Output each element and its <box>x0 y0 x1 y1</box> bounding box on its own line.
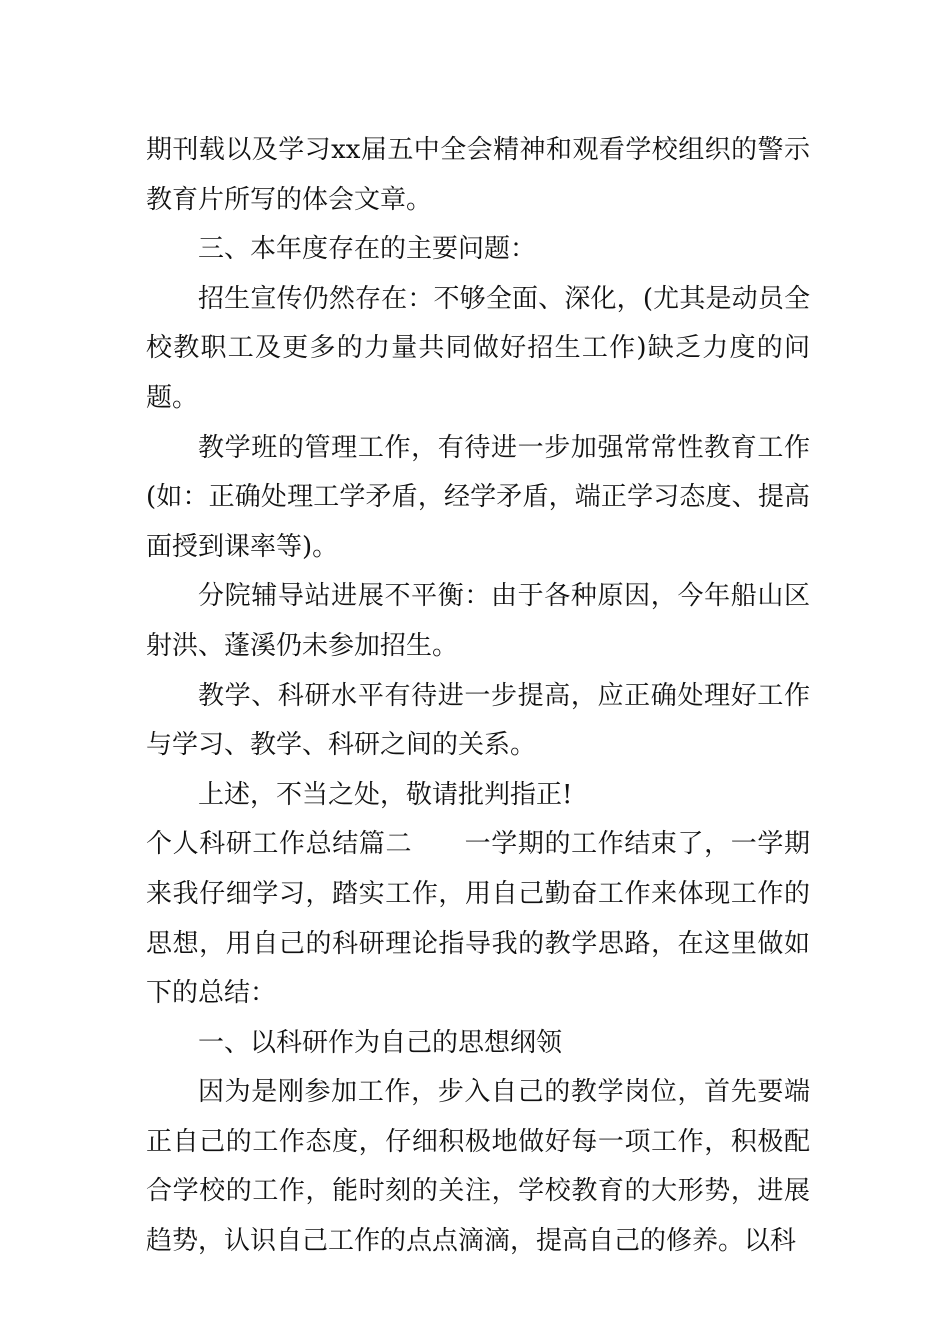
section-two-block <box>146 820 810 1018</box>
paragraph-research-level: 教学、科研水平有待进一步提高，应正确处理好工作与学习、教学、科研之间的关系。 <box>146 680 810 761</box>
paragraph-closing: 上述，不当之处，敬请批判指正! <box>198 779 573 810</box>
paragraph-class-management: 教学班的管理工作，有待进一步加强常常性教育工作(如：正确处理工学矛盾，经学矛盾，端正学习态度、提高面授到课率等)。 <box>146 432 810 562</box>
section-title: 个人科研工作总结篇二 <box>146 829 413 860</box>
paragraph-work-attitude: 因为是刚参加工作，步入自己的教学岗位，首先要端正自己的工作态度，仔细积极地做好每一项工作，积极配合学校的工作，能时刻的关注，学校教育的大形势，进展趋势，认识自己工作的点点滴滴，提高自己的修养。以科 <box>146 1077 810 1257</box>
section-heading-problems: 三、本年度存在的主要问题： <box>198 234 537 265</box>
paragraph-enrollment: 招生宣传仍然存在：不够全面、深化，(尤其是动员全校教职工及更多的力量共同做好招生工作)缺乏力度的问题。 <box>146 283 810 413</box>
document-body <box>146 126 810 1267</box>
paragraph-continuation: 期刊载以及学习xx届五中全会精神和观看学校组织的警示教育片所写的体会文章。 <box>146 135 810 215</box>
subheading-research-guide: 一、以科研作为自己的思想纲领 <box>198 1027 563 1058</box>
section-intro: 一学期的工作结束了，一学期来我仔细学习，踏实工作，用自己勤奋工作来体现工作的思想，用自己的科研理论指导我的教学思路，在这里做如下的总结： <box>146 829 810 1009</box>
paragraph-branch-stations: 分院辅导站进展不平衡：由于各种原因，今年船山区射洪、蓬溪仍未参加招生。 <box>146 581 810 661</box>
